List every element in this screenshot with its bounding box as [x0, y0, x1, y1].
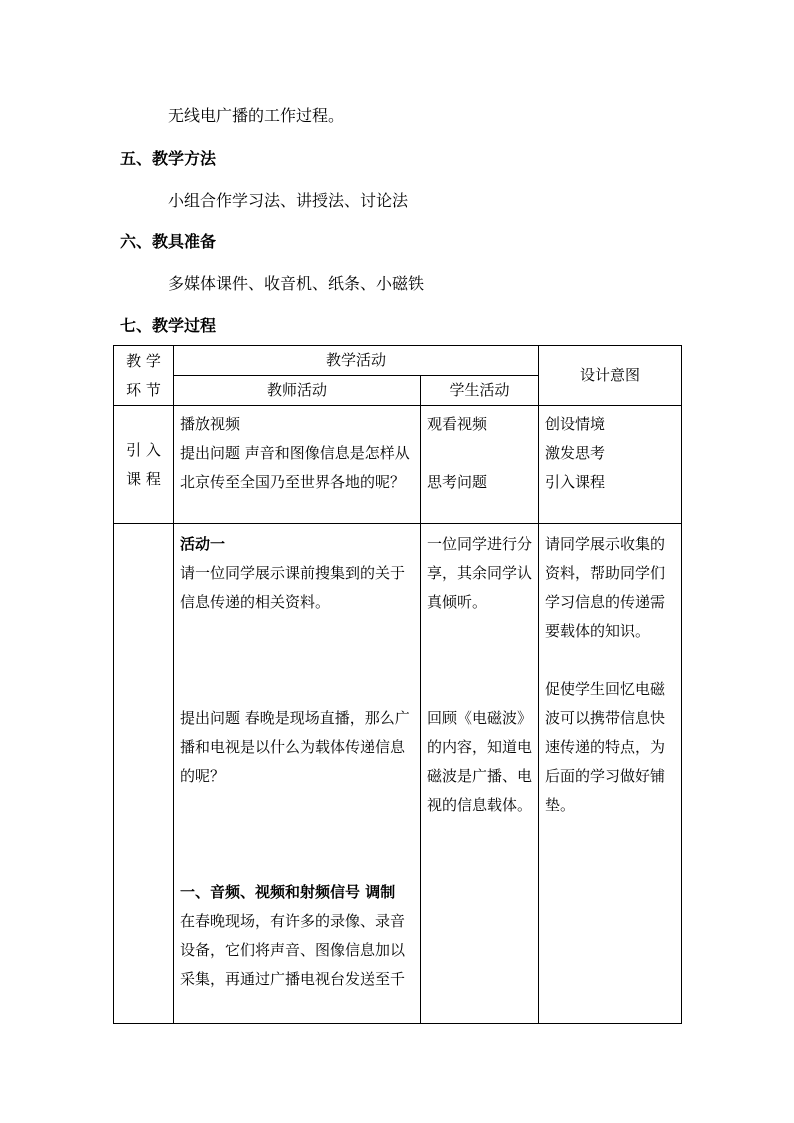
teacher-cell-activity-one — [174, 524, 421, 1024]
teacher-intro-question: 提出问题 声音和图像信息是怎样从北京传至全国乃至世界各地的呢？ — [180, 444, 410, 491]
intent-cell-intro — [539, 406, 682, 524]
stage-intro-line-2: 课 程 — [126, 469, 161, 488]
tools-text: 多媒体课件、收音机、纸条、小磁铁 — [168, 274, 425, 293]
student-activity-header: 学生活动 — [421, 376, 539, 406]
modulation-description: 在春晚现场，有许多的录像、录音设备，它们将声音、图像信息加以采集，再通过广播电视台发送至千 — [180, 912, 406, 988]
activity-header: 教学活动 — [174, 346, 539, 376]
stage-header-line-1: 教 学 — [126, 351, 161, 370]
student-cell-intro — [421, 406, 539, 524]
student-intro-line-1: 观看视频 — [427, 415, 488, 433]
stage-cell-activity-one — [114, 524, 174, 1024]
stage-header-cell — [114, 346, 174, 406]
intent-share-materials: 请同学展示收集的资料，帮助同学们学习信息的传递需要载体的知识。 — [545, 535, 666, 640]
table-row — [114, 524, 682, 1024]
intent-header: 设计意图 — [539, 346, 682, 406]
intent-cell-activity-one — [539, 524, 682, 1024]
teacher-cell-intro — [174, 406, 421, 524]
section-title-signal-modulation: 一、音频、视频和射频信号 调制 — [180, 883, 396, 901]
stage-cell-intro — [114, 406, 174, 524]
activity-one-task: 请一位同学展示课前搜集到的关于信息传递的相关资料。 — [180, 564, 406, 611]
student-intro-line-2: 思考问题 — [427, 473, 488, 491]
student-cell-activity-one — [421, 524, 539, 1024]
stage-intro-line-1: 引 入 — [126, 440, 161, 459]
table-row — [114, 406, 682, 524]
intent-intro-line-1: 创设情境 — [545, 415, 606, 433]
stage-header-line-2: 环 节 — [126, 380, 161, 399]
section-heading-process: 七、教学过程 — [120, 316, 217, 335]
lesson-process-table — [113, 345, 682, 1024]
intro-tail-text: 无线电广播的工作过程。 — [168, 106, 345, 125]
section-heading-tools: 六、教具准备 — [120, 232, 217, 251]
teacher-activity-header: 教师活动 — [174, 376, 421, 406]
student-activity-share: 一位同学进行分享，其余同学认真倾听。 — [427, 535, 533, 611]
methods-text: 小组合作学习法、讲授法、讨论法 — [168, 191, 409, 210]
activity-one-title: 活动一 — [180, 535, 226, 553]
intent-intro-line-3: 引入课程 — [545, 473, 606, 491]
intent-intro-line-2: 激发思考 — [545, 444, 606, 462]
intent-recall-em-waves: 促使学生回忆电磁波可以携带信息快速传递的特点，为后面的学习做好铺垫。 — [545, 680, 666, 814]
student-activity-review: 回顾《电磁波》的内容，知道电磁波是广播、电视的信息载体。 — [427, 709, 533, 814]
activity-one-question: 提出问题 春晚是现场直播，那么广播和电视是以什么为载体传递信息的呢？ — [180, 709, 410, 785]
teacher-intro-line-1: 播放视频 — [180, 415, 241, 433]
section-heading-methods: 五、教学方法 — [120, 149, 217, 168]
table-header-row — [114, 346, 682, 376]
